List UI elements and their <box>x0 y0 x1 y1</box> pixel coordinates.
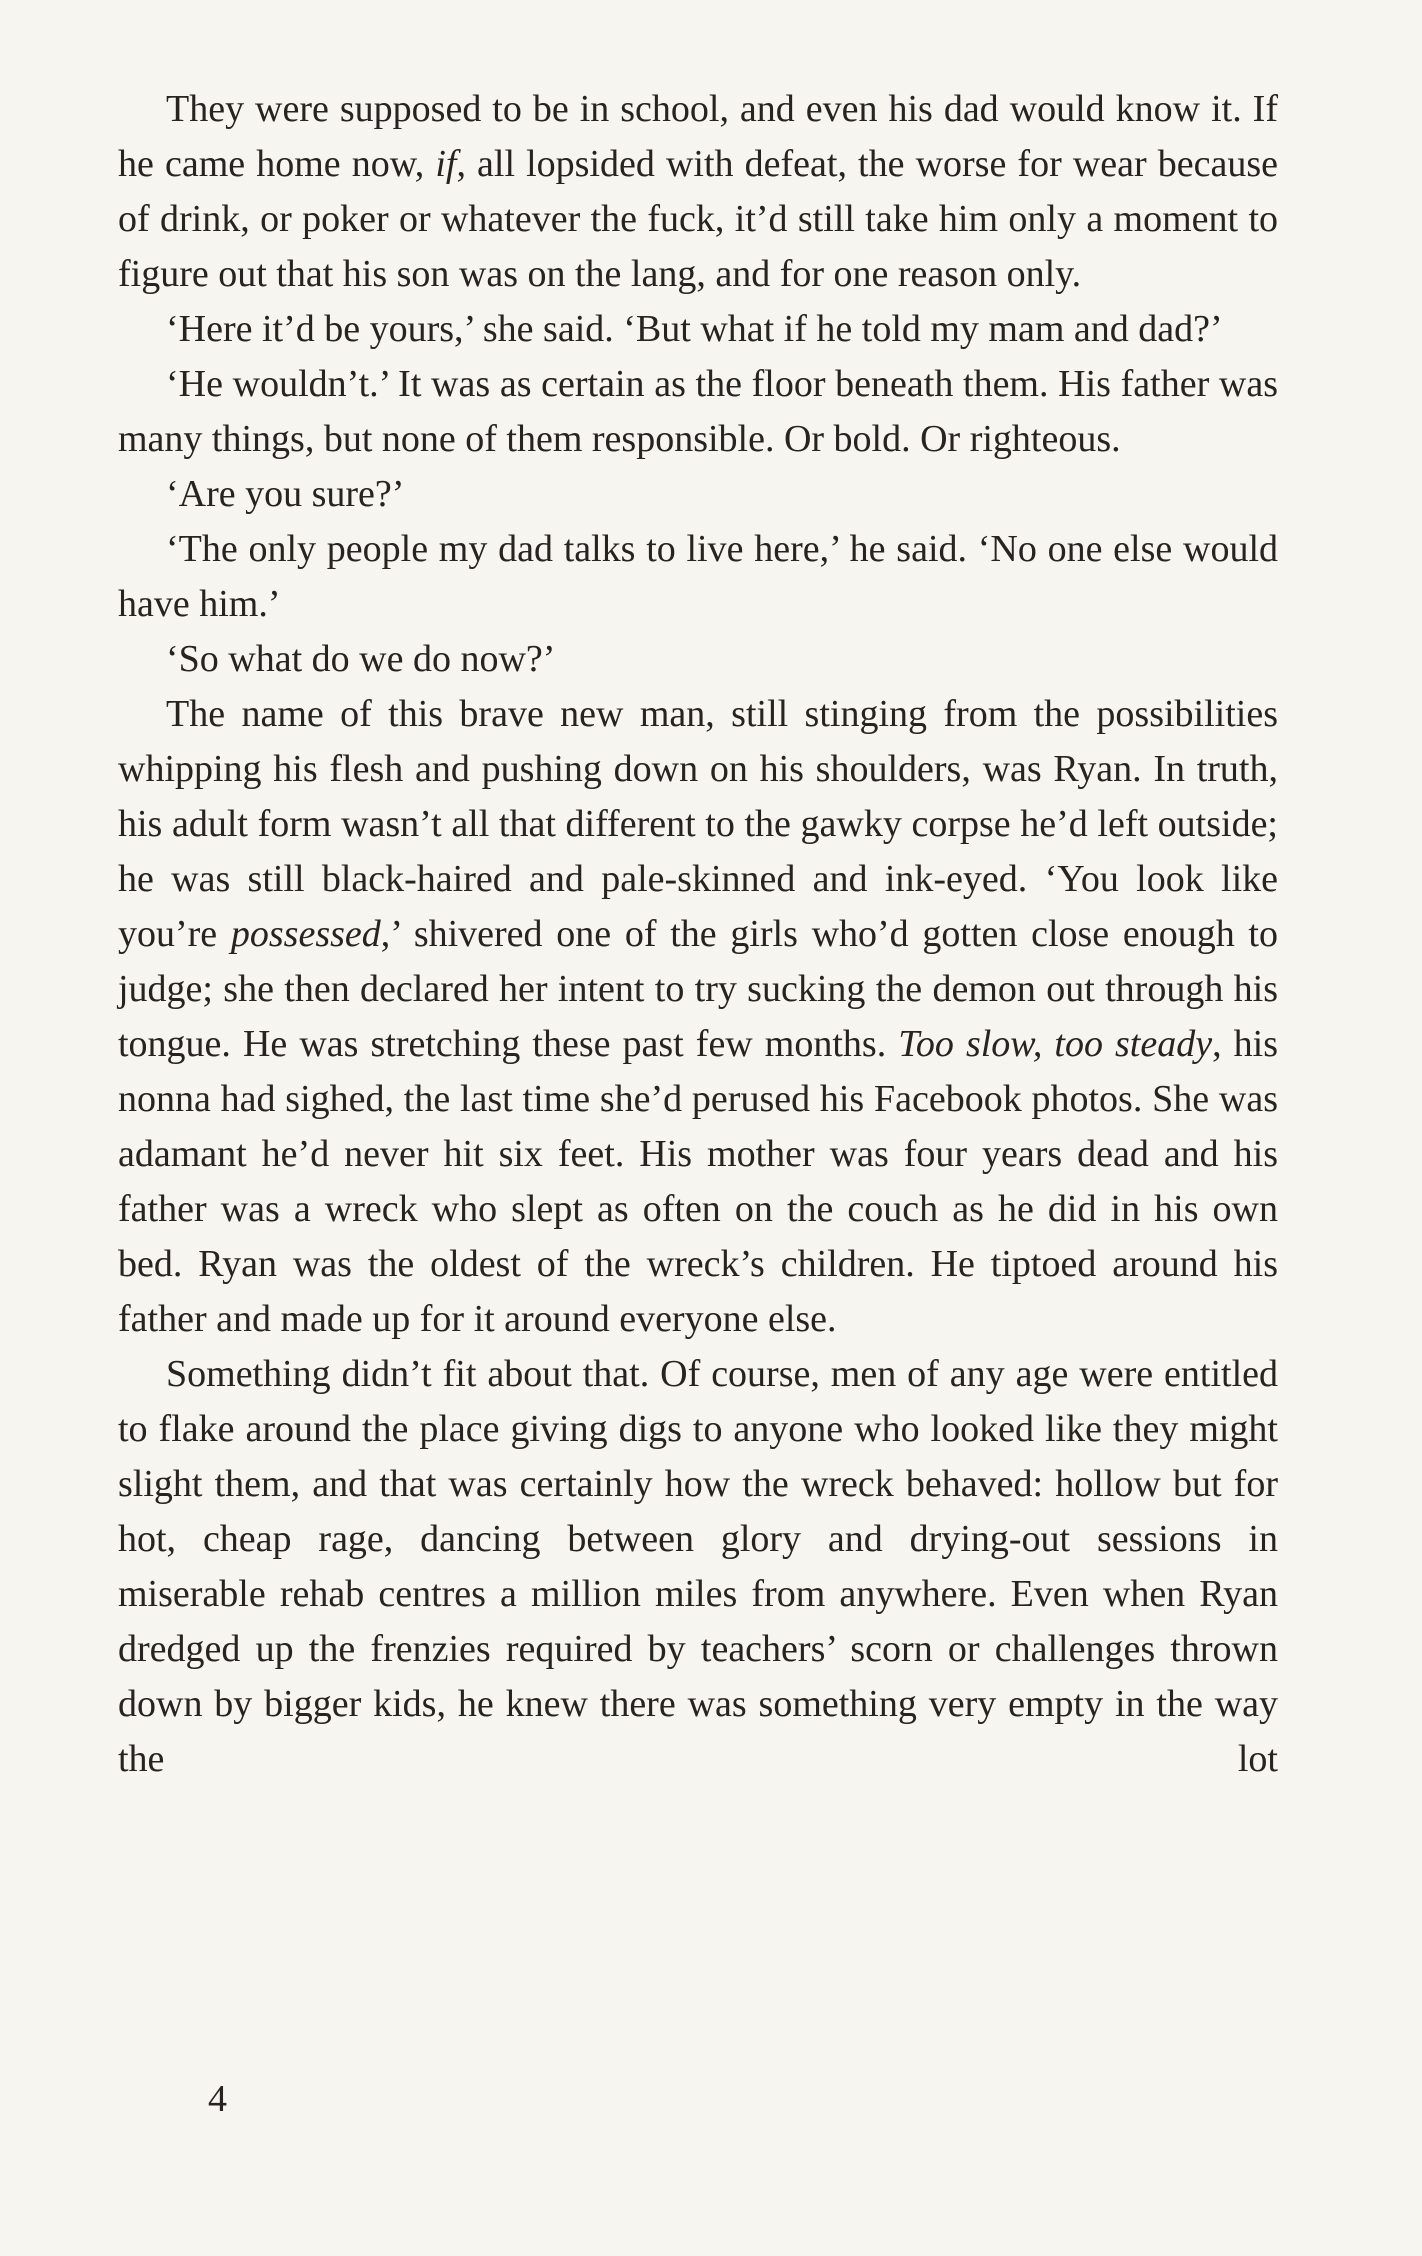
paragraph-7-text-b: ,’ shivered one of the girls who’d gotten close enough to judge; she then declared her intent to try sucking the demon out through his tongue. He was stretching these past few months. <box>118 913 1278 1065</box>
paragraph-1-italic: if <box>435 143 457 185</box>
paragraph-8: Something didn’t fit about that. Of course, men of any age were entitled to flake around the place giving digs to anyone who looked like they might slight them, and that was certainly how the wreck behaved: hollow but for hot, cheap rage, dancing between glory and drying-out sessions in miserable rehab centres a million miles from anywhere. Even when Ryan dredged up the frenzies required by teachers’ scorn or challenges thrown down by bigger kids, he knew there was something very empty in the way the lot <box>118 1353 1278 1780</box>
paragraph-7-text-a: The name of this brave new man, still stinging from the possibilities whipping his flesh and pushing down on his shoulders, was Ryan. In truth, his adult form wasn’t all that different to the gawky corpse he’d left outside; he was still black-haired and pale-skinned and ink-eyed. ‘You look like you’re <box>118 693 1278 955</box>
paragraph-4: ‘Are you sure?’ <box>166 473 405 515</box>
paragraph-7-text-c: , his nonna had sighed, the last time she’d perused his Facebook photos. She was adamant he’d never hit six feet. His mother was four years dead and his father was a wreck who slept as often on the couch as he did in his own bed. Ryan was the oldest of the wreck’s children. He tiptoed around his father and made up for it around everyone else. <box>118 1023 1278 1340</box>
paragraph-7 <box>118 687 1278 1347</box>
paragraph-2: ‘Here it’d be yours,’ she said. ‘But what if he told my mam and dad?’ <box>166 308 1223 350</box>
paragraph-3: ‘He wouldn’t.’ It was as certain as the floor beneath them. His father was many things, but none of them responsible. Or bold. Or righteous. <box>118 363 1278 460</box>
paragraph-1-text-b: , all lopsided with defeat, the worse for wear because of drink, or poker or whatever the fuck, it’d still take him only a moment to figure out that his son was on the lang, and for one reason only. <box>118 143 1278 295</box>
page-number: 4 <box>208 2078 227 2120</box>
paragraph-1-text-a: They were supposed to be in school, and even his dad would know it. If he came home now, <box>118 88 1278 185</box>
paragraph-7-italic-1: possessed <box>230 913 381 955</box>
paragraph-6: ‘So what do we do now?’ <box>166 638 556 680</box>
paragraph-5: ‘The only people my dad talks to live here,’ he said. ‘No one else would have him.’ <box>118 528 1278 625</box>
paragraph-7-italic-2: Too slow, too steady <box>898 1023 1213 1065</box>
body-text <box>118 82 1278 1787</box>
paragraph-1 <box>118 82 1278 302</box>
